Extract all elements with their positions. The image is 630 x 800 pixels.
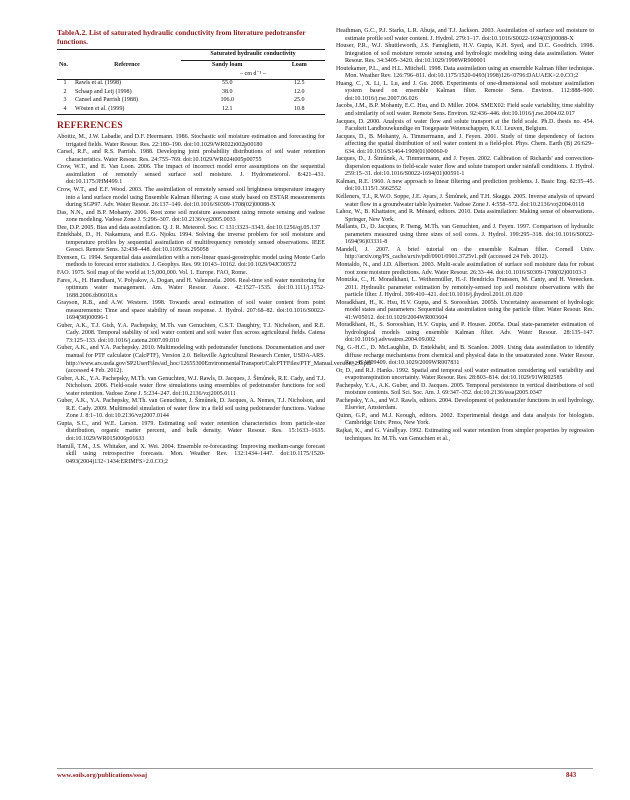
reference-entry: Dee, D.P. 2005. Bias and data assimilation. Q. J. R. Meteorol. Soc. C 131:3323–3343. doi:10.1256/qj.05.137 <box>57 224 321 231</box>
row-reference: Cansel and Parrish (1988) <box>75 97 138 104</box>
reference-entry: Quinn, G.P., and M.J. Keough, editors. 2002. Experimental design and data analysis for biologists. Cambridge Univ. Press, New York. <box>336 412 594 427</box>
journal-url[interactable]: www.soils.org/publications/sssaj <box>57 772 148 779</box>
footer-divider <box>57 768 593 769</box>
row-loam: 12.0 <box>293 88 305 95</box>
table-row <box>57 88 325 97</box>
row-no: 3 <box>63 97 67 104</box>
row-no: 4 <box>57 106 73 115</box>
row-loam: 10.8 <box>274 106 325 115</box>
row-no: 1 <box>63 80 67 87</box>
references-heading: REFERENCES <box>57 121 123 132</box>
row-sandy-loam: 38.0 <box>221 88 233 95</box>
row-no: 2 <box>63 88 67 95</box>
reference-entry: Montzka, C., H. Moradkhani, L. Weihermüller, H.-J. Hendricks Franssen, M. Canty, and H. Vereecken. 2011. Hydraulic parameter estimation by remotely-sensed top soil moisture observations with the particle filter. J. Hydrol. 399:410–421. doi:10.1016/j.jhydrol.2011.01.020 <box>336 277 594 299</box>
reference-entry: Houser, P.R., W.J. Shuttleworth, J.S. Famiglietti, H.V. Gupta, K.H. Syed, and D.C. Goodrich. 1998. Integration of soil moisture remote sensing and hydrologic modeling using data assimilation. Water Resour. Res. 34:3405–3420. doi:10.1029/1998WR900001 <box>336 43 594 65</box>
reference-entry: Crow, W.T., and E. Van Loon. 2006. The impact of incorrect model error assumptions on the sequential assimilation of remotely sensed surface soil moisture. J. Hydrometeorol. 8:421–431. doi:10.1175/JHM499.1 <box>57 164 325 186</box>
reference-entry: Pachepsky, Y.A., and W.J. Rawls, editors. 2004. Development of pedotransfer functions in soil hydrology. Elsevier, Amsterdam. <box>336 397 594 412</box>
reference-entry: FAO. 1975. Soil map of the world at 1:5,000,000. Vol. 1. Europe. FAO, Rome. <box>57 270 248 276</box>
reference-entry: Mallants, D., D. Jacques, P. Tseng, M.Th. van Genuchten, and J. Feyen. 1997. Comparison of hydraulic parameters measured using three sizes of soil cores. J. Hydrol. 199:295–318. doi:10.1016/S0022-1694(96)03331-8 <box>336 224 594 246</box>
table-row <box>57 97 325 106</box>
row-reference: Wösten et al. (1999) <box>73 106 181 115</box>
table-title: TableA.2. List of saturated hydraulic conductivity from literature pedotransfer functions. <box>57 28 306 46</box>
header-conductivity: Saturated hydraulic conductivity <box>181 50 325 61</box>
reference-entry: Guber, A.K., T.J. Gish, Y.A. Pachepsky, M.Th. van Genuchten, C.S.T. Daughtry, T.J. Nicholson, and R.E. Cady. 2008. Temporal stability of soil water content and soil water flux across agricultural fields. Catena 73:125–133. doi:10.1016/j.catena.2007.09.010 <box>57 322 325 344</box>
reference-entry: Moradkhani, H., K. Hsu, H.V. Gupta, and S. Sorooshian. 2005b. Uncertainty assessment of hydrologic model states and parameters: Sequential data assimilation using the particle filter. Water Resour. Res. 41:W05012. doi:10.1029/2004WR003604 <box>336 299 594 321</box>
reference-entry: Guber, A.K., Y.A. Pachepsky, M.Th. van Genuchten, W.J. Rawls, D. Jacques, J. Šimůnek, R.E. Cady, and T.J. Nicholson. 2006. Field-scale water flow simulations using ensembles of pedotransfer functions for soil water retention. Vadose Zone J. 5:234–247. doi:10.2136/vzj2005.0111 <box>57 375 325 397</box>
page-number: 843 <box>566 772 577 779</box>
reference-entry: Entekhabi, D., H. Nakamura, and E.G. Njoku. 1994. Solving the inverse problem for soil moisture and temperature profiles by sequential assimilation of multifrequency remotely sensed observations. IEEE Geosci. Remote Sens. 32:438–448. doi:10.1109/36.295058 <box>57 232 325 254</box>
reference-entry: Guber, A.K., Y.A. Pachepsky, M.Th. van Genuchten, J. Šimůnek, D. Jacques, A. Nemes, T.J. Nicholson, and R.E. Cady. 2009. Multimodel simulation of water flow in a field soil using pedotransfer functions. Vadose Zone J. 8:1–10. doi:10.2136/vzj2007.0144 <box>57 398 325 420</box>
reference-entry: Jacobs, J.M., B.P. Mohanty, E.C. Hsu, and D. Miller. 2004. SMEX02: Field scale variability, time stability and similarity of soil water. Remote Sens. Environ. 92:436–446. doi:10.1016/j.rse.2004.02.017 <box>336 103 594 118</box>
reference-entry: Rajkai, K., and G. Várallyay. 1992. Estimating soil water retention from simpler properties by regression techniques. In: M.Th. van Genuchten et al., <box>336 427 594 442</box>
header-no: No. <box>57 50 73 71</box>
row-sandy-loam: 55.0 <box>221 80 233 87</box>
right-reference-list <box>336 28 594 443</box>
reference-entry: Lahoz, W., B. Khattatov, and R. Ménard, editors. 2010. Data assimilation: Making sense of observations. Springer, New York. <box>336 209 594 223</box>
reference-entry: Heathman, G.C., P.J. Starks, L.R. Ahuja, and T.J. Jackson. 2003. Assimilation of surface soil moisture to estimate profile soil water content. J. Hydrol. 279:1–17. doi:10.1016/S0022-1694(03)00088-X <box>336 28 594 42</box>
reference-entry: Das, N.N., and B.P. Mohanty. 2006. Root zone soil moisture assessment using remote sensing and vadose zone modeling. Vadose Zone J. 5:296–307. doi:10.2136/vzj2005.0033 <box>57 209 325 224</box>
header-loam: Loam <box>291 61 307 68</box>
reference-entry: Kelleners, T.J., R.W.O. Soppe, J.E. Ayars, J. Šimůnek, and T.H. Skaggs. 2005. Inverse analysis of upward water flow in a groundwater table lysimeter. Vadose Zone J. 4:558–572. doi:10.2136/vzj2004.0118 <box>336 194 594 208</box>
row-loam: 25.0 <box>293 97 305 104</box>
reference-entry: Montaldo, N., and J.D. Albertson. 2003. Multi-scale assimilation of surface soil moisture data for robust root zone moisture predictions. Adv. Water Resour. 26:33–44. doi:10.1016/S0309-1708(02)00103-3 <box>336 261 594 276</box>
row-sandy-loam: 106.0 <box>220 97 235 104</box>
conductivity-table <box>57 49 325 115</box>
reference-entry: Grayson, R.B., and A.W. Western. 1998. Towards areal estimation of soil water content from point measurements: Time and space stability of mean response. J. Hydrol. 207:68–82. doi:10.1016/S0022-1694(98)00096-1 <box>57 300 325 322</box>
header-sandy-loam: Sandy loam <box>212 61 243 68</box>
reference-entry: Gupta, S.C., and W.E. Larson. 1979. Estimating soil water retention characteristics from particle-size distribution, organic matter percent, and bulk density. Water Resour. Res. 15:1633–1635. doi:10.1029/WR015i006p01633 <box>57 420 325 443</box>
reference-entry: Or, D., and R.J. Hanks. 1992. Spatial and temporal soil water estimation considering soil variability and evapotranspiration uncertainty. Water Resour. Res. 28:803–814. doi:10.1029/91WR02585 <box>336 367 594 382</box>
reference-entry: Moradkhani, H., S. Sorooshian, H.V. Gupta, and P. Houser. 2005a. Dual state-parameter estimation of hydrological models using ensemble Kalman filter. Adv. Water Resour. 28:135–147. doi:10.1016/j.advwatres.2004.09.002 <box>336 322 594 344</box>
reference-entry: Hamill, T.M., J.S. Whitaker, and X. Wei. 2004. Ensemble re-forecasting: Improving medium-range forecast skill using retrospective forecasts. Mon. Weather Rev. 132:1434–1447. doi:10.1175/1520-0493(2004)132<1434:ERIMFS>2.0.CO;2 <box>57 443 325 465</box>
reference-entry: Kalman, R.E. 1960. A new approach to linear filtering and prediction problems. J. Basic Eng. 82:35–45. doi:10.1115/1.3662552 <box>336 178 594 193</box>
left-column <box>57 28 372 466</box>
left-reference-list <box>57 134 372 466</box>
header-reference: Reference <box>73 50 181 71</box>
row-loam: 12.5 <box>293 80 305 87</box>
reference-entry: Mandell, J. 2007. A brief tutorial on the ensemble Kalman filter. Cornell Univ. http://arxiv.org/PS_cache/arxiv/pdf/0901/0901.3725v1.pdf (accessed 24 Feb. 2012). <box>336 246 594 261</box>
reference-entry: Houtekamer, P.L., and H.L. Mitchell. 1998. Data assimilation using an ensemble Kalman filter technique. Mon. Weather Rev. 126:796–811. doi:10.1175/1520-0493(1998)126<0796:DAUAEK>2.0.CO;2 <box>336 65 594 80</box>
row-sandy-loam: 12.1 <box>181 106 274 115</box>
units-label: – cm d⁻¹ – <box>181 70 325 79</box>
reference-entry: Carsel, R.F., and R.S. Parrish. 1988. Developing joint probability distributions of soil water retention characteristics. Water Resour. Res. 24:755–769. doi:10.1029/WR024i005p00755 <box>57 149 325 163</box>
reference-entry: Aboitiz, M., J.W. Labadie, and D.F. Heermann. 1986. Stochastic soil moisture estimation and forecasting for irrigated fields. Water Resour. Res. 22:180–190. doi:10.1029/WR022i002p00180 <box>57 134 325 148</box>
table-row <box>57 106 325 115</box>
reference-entry: Huang, C., X. Li, L. Lu, and J. Gu. 2008. Experiments of one-dimensional soil moisture assimilation system based on ensemble Kalman filter. Remote Sens. Environ. 112:888–900. doi:10.1016/j.rse.2007.06.026 <box>336 80 594 102</box>
reference-entry: Jacques, D., J. Šimůnek, A. Timmermann, and J. Feyen. 2002. Calibration of Richards' and convection-dispersion equations to field-scale water flow and solute transport under rainfall conditions. J. Hydrol. 259:15–31. doi:10.1016/S0022-1694(01)00591-1 <box>336 156 594 178</box>
reference-entry: Ng, G.-H.C., D. McLaughlin, D. Entekhabi, and B. Scanlon. 2009. Using data assimilation to identify diffuse recharge mechanisms from chemical and physical data in the unsaturated zone. Water Resour. Res. 45:W09409. doi:10.1029/2009WR007831 <box>336 344 594 367</box>
row-reference: Rawls et al. (1998) <box>75 80 122 87</box>
right-column <box>336 28 594 443</box>
reference-entry: Fares, A., H. Hamdhani, V. Polyakov, A. Dogan, and H. Valenzuela. 2006. Real-time soil water monitoring for optimum water management. Am. Water Resour. Assoc. 42:1527–1535. doi:10.1111/j.1752-1688.2006.tb06018.x <box>57 277 325 299</box>
reference-entry: Guber, A.K., and Y.A. Pachepsky. 2010. Multimodeling with pedotransfer functions. Documentation and user manual for PTF calculator (CalcPTF), Version 2.0. Beltsville Agricultural Research Center, USDA-ARS. http://www.ars.usda.gov/SP2UserFiles/ad_hoc/12655300EnvironmentalTransport/CalcPTFFiles/PTF_Manual.version_2.0.pdf (accessed 4 Feb. 2012). <box>57 345 372 375</box>
reference-entry: Pachepsky, Y.A., A.K. Guber, and D. Jacques. 2005. Temporal persistence in vertical distributions of soil moisture contents. Soil Sci. Soc. Am. J. 69:347–352. doi:10.2136/sssaj2005.0347 <box>336 382 594 397</box>
table-row <box>57 79 325 88</box>
reference-entry: Crow, W.T., and E.F. Wood. 2003. The assimilation of remotely sensed soil brightness temperature imagery into a land surface model using Ensemble Kalman filtering: A case study based on ESTAR measurements during SGP97. Adv. Water Resour. 26:137–149. doi:10.1016/S0309-1708(02)00088-X <box>57 186 325 209</box>
row-reference: Schaap and Leij (1998) <box>75 88 132 95</box>
reference-entry: Jacques, D. 2000. Analysis of water flow and solute transport at the field scale. Ph.D. thesis no. 454. Faculteit Landbouwkundige en Toegepaste Wetenschappen, K.U. Leuven, Belgium. <box>336 118 594 133</box>
reference-entry: Evensen, G. 1994. Sequential data assimilation with a non-linear quasi-geostrophic model using Monte Carlo methods to forecast error statistics. J. Geophys. Res. 99:10143–10162. doi:10.1029/94JC00572 <box>57 254 325 269</box>
reference-entry: Jacques, D., B. Mohanty, A. Timmermann, and J. Feyen. 2001. Study of time dependency of factors affecting the spatial distribution of soil water content in a field-plot. Phys. Chem. Earth (B) 26:629–634. doi:10.1016/S1464-1909(01)00060-0 <box>336 133 594 155</box>
